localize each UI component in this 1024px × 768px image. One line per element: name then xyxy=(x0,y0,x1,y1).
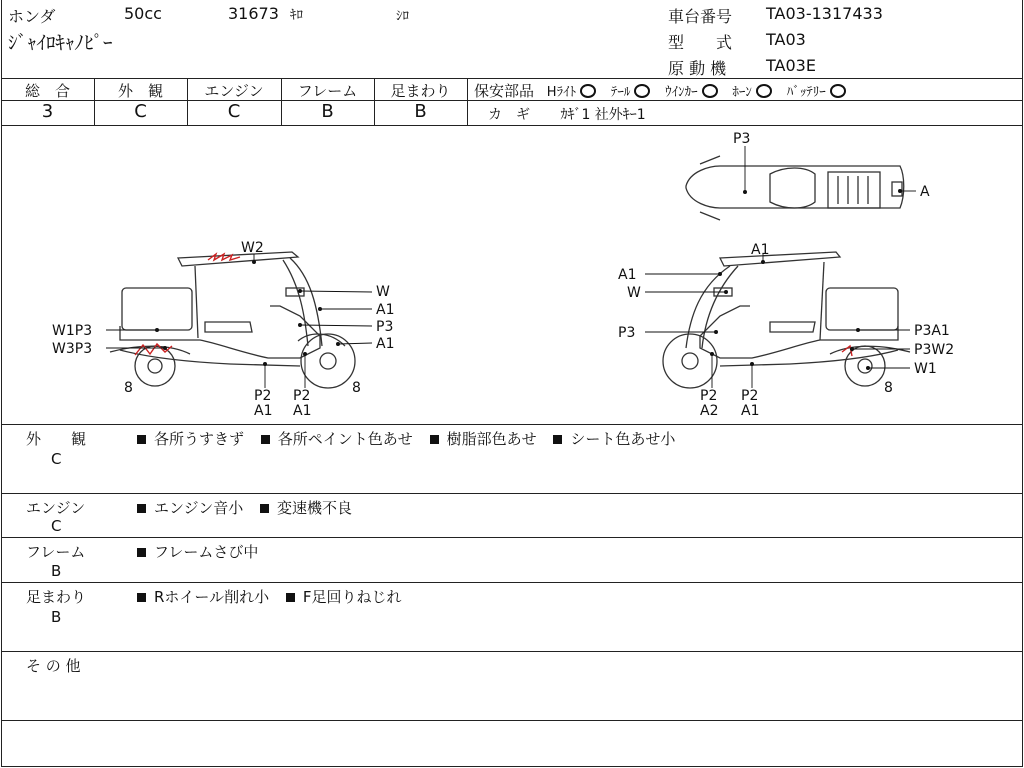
bullet-square-icon xyxy=(261,435,270,444)
key-label: カ ギ xyxy=(488,107,530,123)
diagram-label: W1P3 xyxy=(52,323,93,339)
diagram-label: A1 xyxy=(376,336,395,352)
section-items-exterior xyxy=(137,428,687,449)
chassis-value: TA03-1317433 xyxy=(766,4,883,23)
bullet-square-icon xyxy=(430,435,439,444)
section-grade-exterior: C xyxy=(51,450,62,468)
marker-dots xyxy=(155,189,902,370)
diagram-label: W1 xyxy=(914,361,937,377)
remark-item: 各所ペイント色あせ xyxy=(277,430,413,448)
diagram-label: P3 xyxy=(733,131,751,147)
diagram-label: A2 xyxy=(700,403,719,419)
safety-item-winker: ｳｲﾝｶｰ xyxy=(665,85,698,100)
diagram-label: P2 xyxy=(254,388,272,404)
diagram-label: P3 xyxy=(618,325,636,341)
diagram-label: 8 xyxy=(884,380,893,396)
ok-circle-icon xyxy=(830,84,846,98)
key-value: ｶｷﾞ1 社外ｷｰ1 xyxy=(560,107,646,123)
left-scooter-drawing xyxy=(110,252,355,388)
diagram-label: A1 xyxy=(751,242,770,258)
mileage-value: 31673 xyxy=(228,4,279,23)
bullet-square-icon xyxy=(137,593,146,602)
chassis-label: 車台番号 xyxy=(668,7,733,26)
grade-value-suspension: B xyxy=(414,101,427,122)
grade-header-engine: エンジン xyxy=(204,82,264,100)
diagram-label: A1 xyxy=(376,302,395,318)
bullet-square-icon xyxy=(137,504,146,513)
ok-circle-icon xyxy=(756,84,772,98)
key-row xyxy=(488,104,646,124)
diagram-label: P3W2 xyxy=(914,342,955,358)
diagram-label: P2 xyxy=(700,388,718,404)
model-name: ｼﾞｬｲﾛｷｬﾉﾋﾟｰ xyxy=(8,32,113,54)
remark-item: エンジン音小 xyxy=(154,499,244,517)
section-items-engine xyxy=(137,497,364,518)
bullet-square-icon xyxy=(260,504,269,513)
color: ｼﾛ xyxy=(396,9,409,24)
safety-item-horn: ﾎｰﾝ xyxy=(732,85,752,100)
remark-item: F足回りねじれ xyxy=(302,588,402,606)
grade-value-engine: C xyxy=(227,101,241,122)
engine-label: 原 動 機 xyxy=(668,59,727,78)
diagram-label: P2 xyxy=(741,388,759,404)
top-view-drawing xyxy=(686,156,904,220)
ok-circle-icon xyxy=(580,84,596,98)
remark-item: 変速機不良 xyxy=(277,499,353,517)
grade-header-exterior: 外 観 xyxy=(117,82,163,100)
maker: ホンダ xyxy=(8,7,56,26)
diagram-label: P2 xyxy=(293,388,311,404)
mileage-unit: ｷﾛ xyxy=(290,8,303,23)
bullet-square-icon xyxy=(553,435,562,444)
bullet-square-icon xyxy=(137,548,146,557)
diagram-label: P3A1 xyxy=(914,323,950,339)
section-label-other: そ の 他 xyxy=(26,657,81,675)
diagram-label: 8 xyxy=(352,380,361,396)
safety-label: 保安部品 xyxy=(474,82,535,100)
safety-item-headlight: Hﾗｲﾄ xyxy=(546,85,577,100)
section-label-exterior: 外 観 xyxy=(26,430,87,448)
safety-item-tail: ﾃｰﾙ xyxy=(610,85,631,100)
diagram-label: P3 xyxy=(376,319,394,335)
bullet-square-icon xyxy=(286,593,295,602)
engine-value: TA03E xyxy=(766,56,816,75)
diagram-label: 8 xyxy=(124,380,133,396)
safety-row xyxy=(474,80,856,101)
section-grade-suspension: B xyxy=(51,608,62,626)
section-grade-engine: C xyxy=(51,517,62,535)
section-items-suspension xyxy=(137,586,414,607)
diagram-label: W3P3 xyxy=(52,341,93,357)
diagram-label: W xyxy=(627,285,641,301)
diagram-label: A1 xyxy=(254,403,273,419)
bullet-square-icon xyxy=(137,435,146,444)
grade-col-divider xyxy=(467,78,468,125)
remark-item: シート色あせ小 xyxy=(570,430,676,448)
diagram-label: A1 xyxy=(741,403,760,419)
remark-item: Rホイール削れ小 xyxy=(154,588,270,606)
grade-value-exterior: C xyxy=(134,101,147,122)
divider-section xyxy=(1,582,1022,583)
section-label-suspension: 足まわり xyxy=(26,588,87,606)
type-value: TA03 xyxy=(766,30,806,49)
divider-diagram-bottom xyxy=(1,424,1022,425)
grade-value-frame: B xyxy=(321,101,334,122)
ok-circle-icon xyxy=(702,84,718,98)
grade-header-overall: 総 合 xyxy=(24,82,70,100)
diagram-label: A1 xyxy=(293,403,312,419)
diagram-label: A1 xyxy=(618,267,637,283)
displacement: 50cc xyxy=(124,4,162,23)
diagram-label: W xyxy=(376,284,390,300)
ok-circle-icon xyxy=(634,84,650,98)
remark-item: 各所うすきず xyxy=(154,430,245,448)
section-label-engine: エンジン xyxy=(26,499,86,517)
grade-header-frame: フレーム xyxy=(297,82,358,100)
divider-section xyxy=(1,720,1022,721)
grade-value-overall: 3 xyxy=(41,101,54,122)
divider-grades-top xyxy=(1,78,1022,79)
mileage xyxy=(228,4,303,23)
divider-section xyxy=(1,651,1022,652)
divider-section xyxy=(1,493,1022,494)
damage-diagram xyxy=(0,126,1024,424)
diagram-label: A xyxy=(920,184,930,200)
grade-header-suspension: 足まわり xyxy=(390,82,451,100)
divider-section xyxy=(1,537,1022,538)
leader-lines xyxy=(106,146,916,388)
diagram-label: W2 xyxy=(241,240,264,256)
section-items-frame xyxy=(137,541,270,562)
remark-item: フレームさび中 xyxy=(154,543,259,561)
damage-marks-right xyxy=(842,346,852,356)
section-label-frame: フレーム xyxy=(26,543,86,561)
type-label: 型 式 xyxy=(668,33,733,52)
remark-item: 樹脂部色あせ xyxy=(446,430,537,448)
section-grade-frame: B xyxy=(51,562,62,580)
safety-item-battery: ﾊﾞｯﾃﾘｰ xyxy=(786,85,826,100)
